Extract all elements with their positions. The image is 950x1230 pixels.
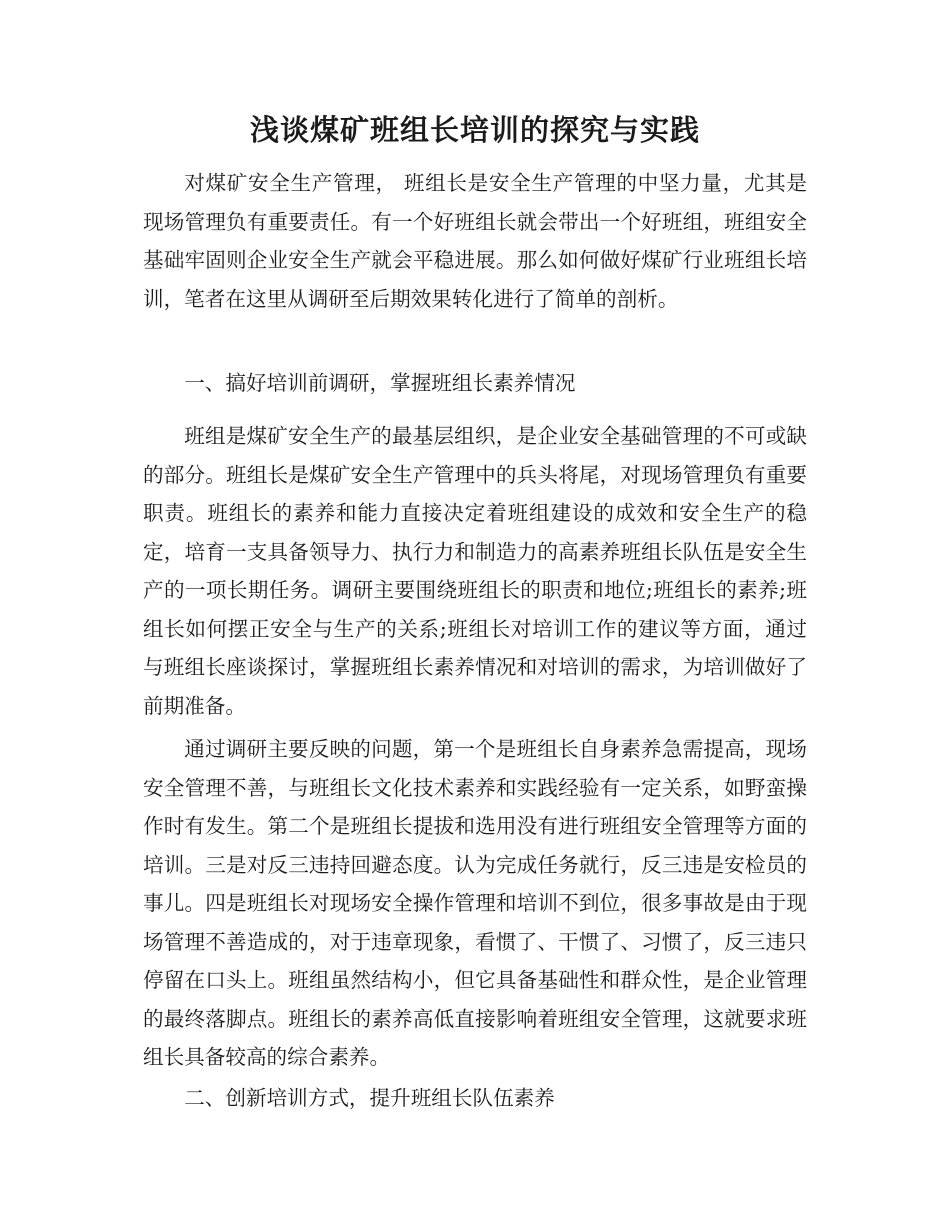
section-heading-2: 二、创新培训方式，提升班组长队伍素养 <box>184 1086 555 1110</box>
section1-paragraph-1: 班组是煤矿安全生产的最基层组织，是企业安全基础管理的不可或缺的部分。班组长是煤矿安全生产管理中的兵头将尾，对现场管理负有重要职责。班组长的素养和能力直接决定着班组建设的成效和安全生产的稳定，培育一支具备领导力、执行力和制造力的高素养班组长队伍是安全生产的一项长期任务。调研主要围绕班组长的职责和地位;班组长的素养;班组长如何摆正安全与生产的关系;班组长对培训工作的建议等方面，通过与班组长座谈探讨，掌握班组长素养情况和对培训的需求，为培训做好了前期准备。 <box>143 424 807 718</box>
intro-paragraph: 对煤矿安全生产管理， 班组长是安全生产管理的中坚力量，尤其是现场管理负有重要责任。有一个好班组长就会带出一个好班组，班组安全基础牢固则企业安全生产就会平稳进展。那么如何做好煤矿行业班组长培训，笔者在这里从调研至后期效果转化进行了简单的剖析。 <box>143 171 807 311</box>
document-title: 浅谈煤矿班组长培训的探究与实践 <box>249 113 700 147</box>
section-heading-1: 一、搞好培训前调研，掌握班组长素养情况 <box>184 371 576 395</box>
section1-paragraph-2: 通过调研主要反映的问题，第一个是班组长自身素养急需提高，现场安全管理不善，与班组长文化技术素养和实践经验有一定关系，如野蛮操作时有发生。第二个是班组长提拔和选用没有进行班组安全管理等方面的培训。三是对反三违持回避态度。认为完成任务就行，反三违是安检员的事儿。四是班组长对现场安全操作管理和培训不到位，很多事故是由于现场管理不善造成的，对于违章现象，看惯了、干惯了、习惯了，反三违只停留在口头上。班组虽然结构小，但它具备基础性和群众性，是企业管理的最终落脚点。班组长的素养高低直接影响着班组安全管理，这就要求班组长具备较高的综合素养。 <box>143 737 807 1069</box>
